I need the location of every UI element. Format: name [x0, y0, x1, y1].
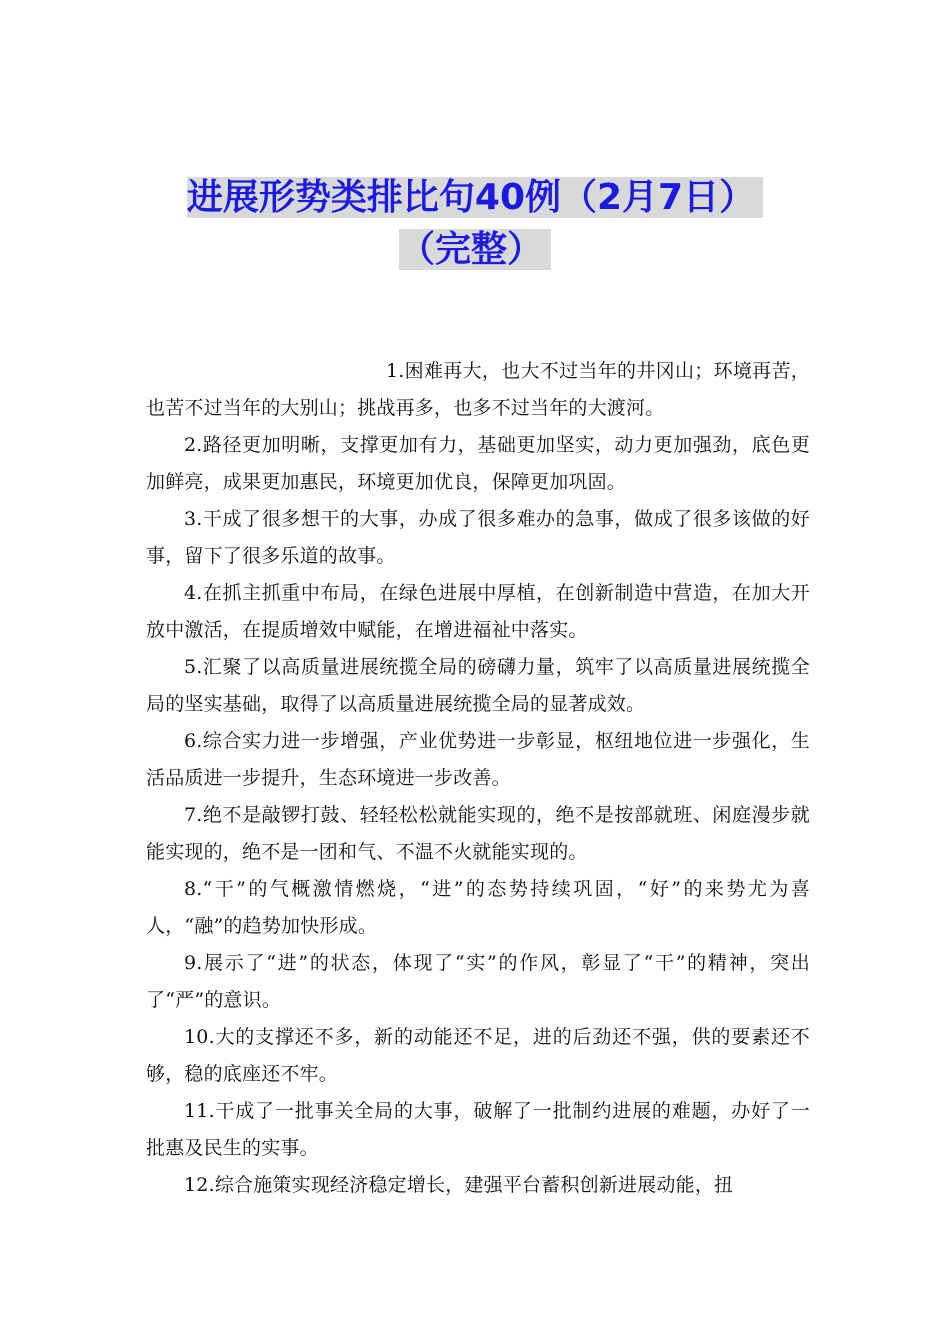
document-title	[0, 172, 950, 276]
paragraph-11: 11.干成了一批事关全局的大事，破解了一批制约进展的难题，办好了一批惠及民生的实事。	[146, 1100, 810, 1159]
paragraph-4: 4.在抓主抓重中布局，在绿色进展中厚植，在创新制造中营造，在加大开放中激活，在提质增效中赋能，在增进福祉中落实。	[146, 582, 810, 641]
document-body	[146, 353, 810, 1204]
paragraph-10: 10.大的支撑还不多，新的动能还不足，进的后劲还不强，供的要素还不够，稳的底座还不牢。	[146, 1026, 810, 1085]
paragraph-5: 5.汇聚了以高质量进展统揽全局的磅礴力量，筑牢了以高质量进展统揽全局的坚实基础，取得了以高质量进展统揽全局的显著成效。	[146, 656, 810, 715]
title-line-1: 进展形势类排比句40例（2月7日）	[0, 172, 950, 224]
paragraph-6: 6.综合实力进一步增强，产业优势进一步彰显，枢纽地位进一步强化，生活品质进一步提升，生态环境进一步改善。	[146, 730, 810, 789]
paragraph-3: 3.干成了很多想干的大事，办成了很多难办的急事，做成了很多该做的好事，留下了很多乐道的故事。	[146, 508, 810, 567]
title-line-2: （完整）	[0, 224, 950, 276]
paragraph-9: 9.展示了“进”的状态，体现了“实”的作风，彰显了“干”的精神，突出了“严”的意识。	[146, 952, 810, 1011]
paragraph-12: 12.综合施策实现经济稳定增长，建强平台蓄积创新进展动能，扭	[184, 1174, 734, 1196]
paragraph-7: 7.绝不是敲锣打鼓、轻轻松松就能实现的，绝不是按部就班、闲庭漫步就能实现的，绝不是一团和气、不温不火就能实现的。	[146, 804, 810, 863]
paragraph-8: 8.“干”的气概激情燃烧，“进”的态势持续巩固，“好”的来势尤为喜人，“融”的趋势加快形成。	[146, 878, 810, 937]
paragraph-2: 2.路径更加明晰，支撑更加有力，基础更加坚实，动力更加强劲，底色更加鲜亮，成果更加惠民，环境更加优良，保障更加巩固。	[146, 434, 810, 493]
paragraph-1: 1.困难再大，也大不过当年的井冈山；环境再苦，也苦不过当年的大别山；挑战再多，也多不过当年的大渡河。	[146, 360, 810, 419]
